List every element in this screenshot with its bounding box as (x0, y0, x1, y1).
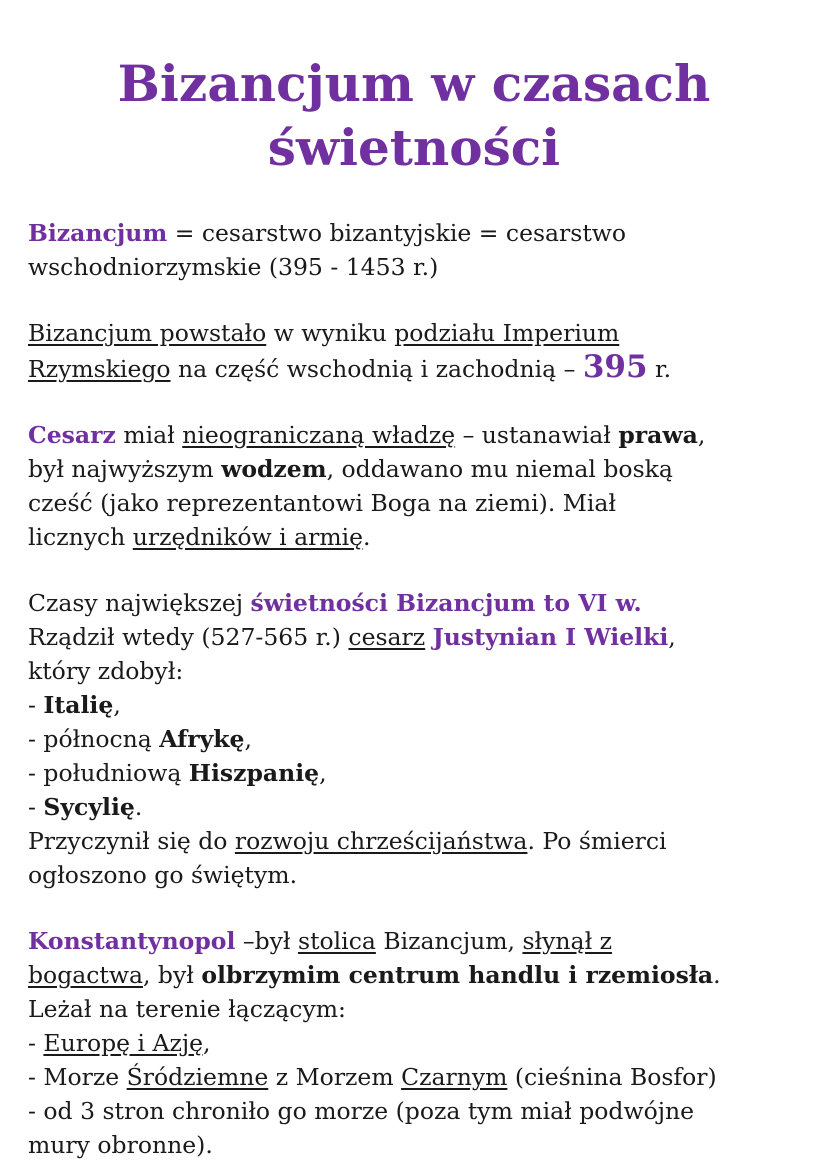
term-konstantynopol: Konstantynopol (28, 927, 236, 955)
underlined-text: słynął z (522, 927, 613, 955)
underlined-text: stolica (298, 927, 376, 955)
list-item: - Morze Śródziemne z Morzem Czarnym (cieśnina Bosfor) (28, 1063, 717, 1091)
list-item: - północną Afrykę, (28, 725, 252, 753)
text: ogłoszono go świętym. (28, 861, 298, 889)
text: Przyczynił się do (28, 827, 235, 855)
underlined-text: Bizancjum powstało (28, 319, 267, 347)
text: na część wschodnią i zachodnią – (170, 355, 583, 383)
text: Leżał na terenie łączącym: (28, 995, 346, 1023)
text: , był (142, 961, 202, 989)
list-item: - Europę i Azję, (28, 1029, 211, 1057)
bold-text: Hiszpanię (188, 759, 320, 787)
underlined-text: nieograniczaną władzę (182, 421, 456, 449)
underlined-text: rozwoju chrześcijaństwa (234, 827, 528, 855)
underlined-text: cesarz (348, 623, 426, 651)
text: Czasy największej (28, 589, 251, 617)
bold-text: olbrzymim centrum handlu i rzemiosła (201, 961, 714, 989)
text: –był (235, 927, 299, 955)
underlined-text: podziału Imperium (394, 319, 620, 347)
text (425, 623, 432, 651)
underlined-text: Czarnym (401, 1063, 508, 1091)
text: r. (647, 355, 672, 383)
list-item: - Italię, (28, 691, 121, 719)
text: . (363, 523, 371, 551)
term-bizancjum: Bizancjum (28, 219, 168, 247)
underlined-text: Europę i Azję (43, 1029, 204, 1057)
list-item: - od 3 stron chroniło go morze (poza tym miał podwójne (28, 1097, 695, 1125)
text: który zdobył: (28, 657, 184, 685)
list-item: - południową Hiszpanię, (28, 759, 327, 787)
paragraph-origin (28, 316, 800, 386)
title-line-1: Bizancjum w czasach (117, 54, 711, 113)
text: Bizancjum, (375, 927, 523, 955)
bold-text: Italię (43, 691, 114, 719)
text: = cesarstwo bizantyjskie = cesarstwo (167, 219, 627, 247)
text: miał (115, 421, 183, 449)
text: . (713, 961, 721, 989)
underlined-text: urzędników i armię (132, 523, 364, 551)
bold-text: wodzem (221, 455, 327, 483)
page-title (28, 52, 800, 180)
highlight-justinian: Justynian I Wielki (432, 623, 669, 651)
paragraph-definition (28, 216, 800, 284)
text: był najwyższym (28, 455, 222, 483)
text: wschodniorzymskie (395 - 1453 r.) (28, 253, 439, 281)
text: , (697, 421, 706, 449)
text: licznych (28, 523, 133, 551)
list-item: - Sycylię. (28, 793, 143, 821)
bold-text: prawa (618, 421, 698, 449)
paragraph-emperor (28, 418, 800, 554)
underlined-text: Śródziemne (126, 1063, 269, 1091)
bold-text: Afrykę (159, 725, 245, 753)
paragraph-constantinople (28, 924, 800, 1162)
year-highlight: 395 (582, 349, 648, 385)
text: . Po śmierci (527, 827, 667, 855)
title-line-2: świetności (267, 118, 561, 177)
text: mury obronne). (28, 1131, 213, 1159)
bold-text: Sycylię (43, 793, 135, 821)
text: Rządził wtedy (527-565 r.) (28, 623, 349, 651)
text: w wyniku (266, 319, 395, 347)
highlight-golden-age: świetności Bizancjum to VI w. (250, 589, 642, 617)
text: – ustanawiał (455, 421, 619, 449)
underlined-text: bogactwa (28, 961, 143, 989)
text: , oddawano mu niemal boską (326, 455, 673, 483)
text: cześć (jako reprezentantowi Boga na ziemi). Miał (28, 489, 616, 517)
term-cesarz: Cesarz (28, 421, 116, 449)
text: , (668, 623, 676, 651)
underlined-text: Rzymskiego (28, 355, 171, 383)
paragraph-golden-age (28, 586, 800, 892)
